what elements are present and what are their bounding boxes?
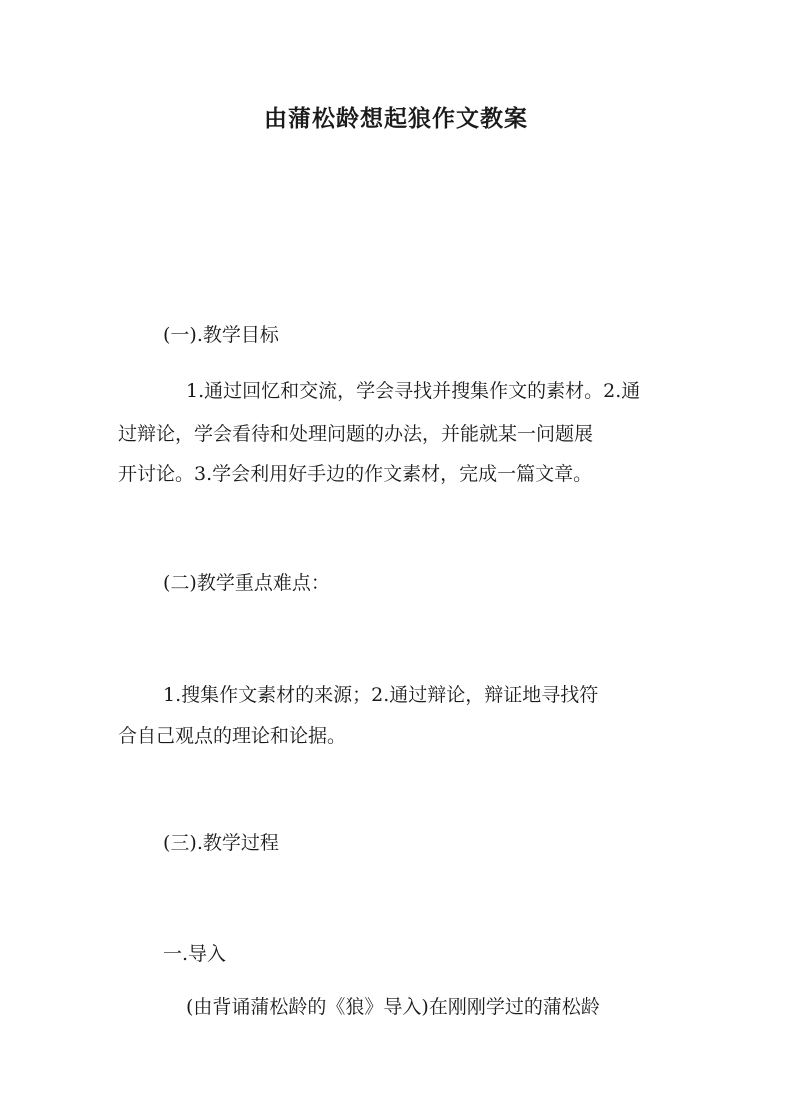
section1-heading: (一).教学目标 (163, 324, 279, 346)
section2-line-1: 1.搜集作文素材的来源；2.通过辩论，辩证地寻找符 (163, 684, 599, 706)
document-title: 由蒲松龄想起狼作文教案 (264, 105, 528, 132)
subsection1-heading: 一.导入 (163, 943, 227, 965)
section2-line-2: 合自己观点的理论和论据。 (118, 725, 347, 747)
section2-heading: (二)教学重点难点： (163, 572, 330, 594)
section1-line-1: 1.通过回忆和交流，学会寻找并搜集作文的素材。2.通 (186, 380, 641, 402)
section1-line-2: 过辩论，学会看待和处理问题的办法，并能就某一问题展 (118, 423, 594, 445)
subsection1-line-1: (由背诵蒲松龄的《狼》导入)在刚刚学过的蒲松龄 (186, 996, 600, 1018)
section1-line-3: 开讨论。3.学会利用好手边的作文素材，完成一篇文章。 (118, 463, 593, 485)
section3-heading: (三).教学过程 (163, 832, 279, 854)
